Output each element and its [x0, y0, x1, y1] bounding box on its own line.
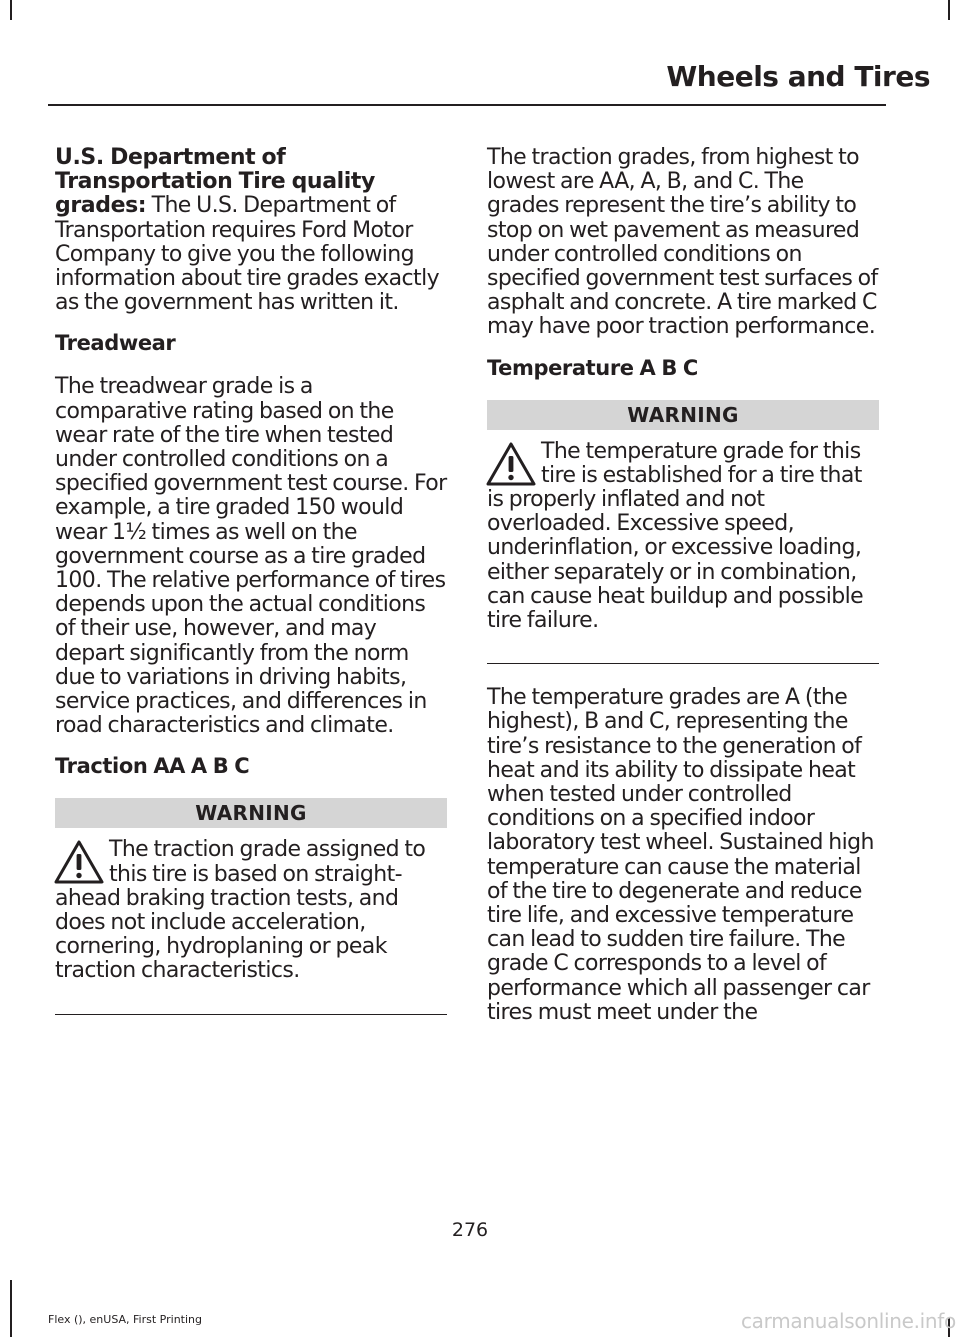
crop-mark-top-left	[10, 0, 12, 20]
page-number: 276	[451, 1219, 489, 1241]
temperature-warning-label: WARNING	[487, 400, 879, 430]
intro-paragraph	[55, 146, 447, 315]
traction-grades-paragraph: The traction grades, from highest to lowest are AA, A, B, and C. The grades represent the tire’s ability to stop on wet pavement as measured under controlled conditions on specified government test surfaces of asphalt and concrete. A tire marked C may have poor traction performance.	[487, 145, 878, 340]
traction-warning-label: WARNING	[55, 798, 447, 828]
intro-text: The U.S. Department of Transportation requires Ford Motor Company to give you the following information about tire grades exactly as the government has written it.	[55, 193, 440, 316]
watermark: carmanualsonline.info	[740, 1309, 956, 1333]
crop-mark-bottom-left	[10, 1280, 12, 1337]
treadwear-paragraph: The treadwear grade is a comparative rating based on the wear rate of the tire when tested under controlled conditions on a specified government test course. For example, a tire graded 150 would wear 1½ times as well on the government course as a tire graded 100. The relative performance of tires depends upon the actual conditions of their use, however, and may depart significantly from the norm due to variations in driving habits, service practices, and differences in road characteristics and climate.	[55, 374, 447, 739]
treadwear-heading: Treadwear	[55, 331, 176, 356]
crop-mark-top-right	[948, 0, 950, 20]
edition-footer: Flex (), enUSA, First Printing	[48, 1313, 202, 1326]
header-divider	[48, 104, 886, 106]
page-section-title: Wheels and Tires	[666, 60, 930, 93]
warning-triangle-icon	[53, 839, 105, 885]
temperature-heading: Temperature A B C	[487, 355, 698, 380]
warning-triangle-icon	[485, 441, 537, 487]
temperature-warning-box	[487, 400, 879, 665]
traction-warning-box	[55, 798, 447, 1014]
right-column	[487, 146, 879, 1041]
left-column	[55, 146, 447, 1037]
intro-bold-lead: U.S. Department of Transportation Tire quality grades:	[55, 145, 375, 219]
traction-heading: Traction AA A B C	[55, 754, 250, 779]
traction-warning-text: The traction grade assigned to this tire is based on straight-ahead braking traction tests, and does not include acceleration, cornering, hydroplaning or peak traction characteristics.	[55, 837, 426, 984]
temperature-paragraph: The temperature grades are A (the highest), B and C, representing the tire’s resistance to the generation of heat and its ability to dissipate heat when tested under controlled conditions on a specified indoor laboratory test wheel. Sustained high temperature can cause the material of the tire to degenerate and reduce tire life, and excessive temperature can lead to sudden tire failure. The grade C corresponds to a level of performance which all passenger car tires must meet under the	[487, 685, 874, 1025]
temperature-warning-text: The temperature grade for this tire is established for a tire that is properly inflated and not overloaded. Excessive speed, underinflation, or excessive loading, either separately or in combination, can cause heat buildup and possible tire failure.	[487, 438, 864, 634]
